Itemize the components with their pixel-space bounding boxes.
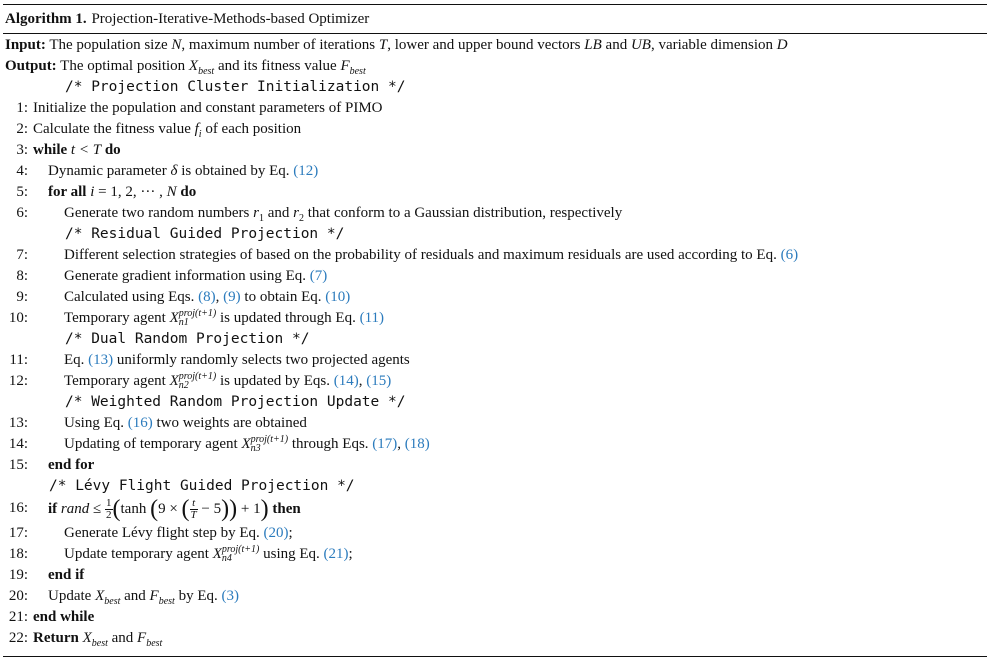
paren-open: ( xyxy=(150,495,159,522)
math-func: tanh xyxy=(120,500,147,517)
comment-dual-random: /* Dual Random Projection */ xyxy=(65,331,310,347)
line-text: Update xyxy=(48,588,96,604)
line-text: Initialize the population and constant parameters of PIMO xyxy=(33,100,383,116)
line-text: is obtained by Eq. xyxy=(177,163,294,179)
equation-ref[interactable]: (18) xyxy=(404,436,430,452)
math-var: X xyxy=(169,373,179,389)
input-var: LB xyxy=(584,37,602,53)
keyword-if: if xyxy=(48,500,58,517)
math-var: F xyxy=(137,630,147,646)
line-text: Eq. xyxy=(64,352,89,368)
line-number: 5: xyxy=(16,184,28,200)
math-var: X xyxy=(169,310,179,326)
equation-ref[interactable]: (6) xyxy=(780,247,799,263)
line-text: ; xyxy=(348,546,353,562)
math-expr: 9 × xyxy=(158,500,182,517)
fraction-half xyxy=(105,498,113,521)
output-keyword: Output: xyxy=(5,58,57,74)
math-sub: best xyxy=(91,638,108,649)
line-text: Generate Lévy flight step by Eq. xyxy=(64,525,264,541)
line-number: 18: xyxy=(8,546,28,562)
input-line xyxy=(5,35,788,55)
comment-residual-guided: /* Residual Guided Projection */ xyxy=(65,226,345,242)
line-text: uniformly randomly selects two projected agents xyxy=(113,352,410,368)
line-number: 20: xyxy=(8,588,28,604)
line-text: that conform to a Gaussian distribution, respectively xyxy=(303,205,623,221)
keyword-while: while xyxy=(33,142,68,158)
line-number: 22: xyxy=(8,630,28,646)
comment-projection-cluster: /* Projection Cluster Initialization */ xyxy=(65,79,406,95)
line-text: is updated through Eq. xyxy=(216,310,360,326)
line-text: , xyxy=(215,289,224,305)
keyword-return: Return xyxy=(33,630,79,646)
math-sub: 2 xyxy=(298,213,304,224)
line-number: 6: xyxy=(16,205,28,221)
paren-close: ) xyxy=(260,495,269,522)
line-text: and xyxy=(263,205,294,221)
line-number: 1: xyxy=(16,100,28,116)
line-number: 15: xyxy=(8,457,28,473)
line-text: , xyxy=(397,436,405,452)
algorithm-label: Algorithm 1. xyxy=(5,11,87,27)
equation-ref[interactable]: (13) xyxy=(88,352,114,368)
math-var: r xyxy=(293,205,299,221)
math-sup: proj(t+1) xyxy=(178,371,217,382)
algorithm-name: Projection-Iterative-Methods-based Optimizer xyxy=(91,11,370,27)
line-number: 13: xyxy=(8,415,28,431)
equation-ref[interactable]: (7) xyxy=(309,268,328,284)
input-text: , lower and upper bound vectors xyxy=(387,37,585,53)
fraction-denominator: 2 xyxy=(106,509,112,521)
comment-levy-flight: /* Lévy Flight Guided Projection */ xyxy=(49,478,355,494)
math-sup: proj(t+1) xyxy=(250,434,289,445)
equation-ref[interactable]: (12) xyxy=(293,163,319,179)
math-sup: proj(t+1) xyxy=(178,308,217,319)
math-var: rand xyxy=(60,500,90,517)
line-number: 2: xyxy=(16,121,28,137)
input-keyword: Input: xyxy=(5,37,46,53)
output-sub: best xyxy=(349,66,366,77)
keyword-end-if: end if xyxy=(48,567,85,583)
line-number: 3: xyxy=(16,142,28,158)
input-var: T xyxy=(378,37,388,53)
line-number: 19: xyxy=(8,567,28,583)
line-text: Temporary agent xyxy=(64,310,170,326)
keyword-for-all: for all xyxy=(48,184,87,200)
fraction-numerator: t xyxy=(190,498,198,510)
output-text: and its fitness value xyxy=(214,58,341,74)
line-text: Calculate the fitness value xyxy=(33,121,195,137)
equation-ref[interactable]: (9) xyxy=(223,289,241,305)
line-text: , xyxy=(358,373,367,389)
equation-ref[interactable]: (21) xyxy=(323,546,349,562)
input-text: and xyxy=(601,37,631,53)
equation-ref[interactable]: (14) xyxy=(333,373,359,389)
math-var: F xyxy=(149,588,159,604)
line-number: 10: xyxy=(8,310,28,326)
input-var: D xyxy=(776,37,788,53)
paren-open: ( xyxy=(112,495,121,522)
line-text: using Eq. xyxy=(259,546,324,562)
line-text: to obtain Eq. xyxy=(240,289,326,305)
line-text: Generate gradient information using Eq. xyxy=(64,268,310,284)
algorithm-title xyxy=(5,8,369,29)
line-text: ; xyxy=(288,525,293,541)
math-op: ≤ xyxy=(89,500,105,517)
paren-close: ) xyxy=(229,495,238,522)
paren-close: ) xyxy=(221,495,230,522)
math-var: i xyxy=(90,184,95,200)
math-sub: n1 xyxy=(178,317,189,328)
line-text: two weights are obtained xyxy=(152,415,307,431)
line-number: 17: xyxy=(8,525,28,541)
input-text: The population size xyxy=(49,37,172,53)
fraction-t-over-T xyxy=(190,498,198,521)
line-text: of each position xyxy=(201,121,302,137)
line-number: 9: xyxy=(16,289,28,305)
line-number: 7: xyxy=(16,247,28,263)
math-var: δ xyxy=(170,163,178,179)
top-rule xyxy=(3,4,987,5)
math-sub: n4 xyxy=(221,553,232,564)
math-sub: best xyxy=(158,596,175,607)
output-var: X xyxy=(188,58,199,74)
line-number: 8: xyxy=(16,268,28,284)
line-text: Update temporary agent xyxy=(64,546,213,562)
math-var: f xyxy=(194,121,199,137)
equation-ref[interactable]: (15) xyxy=(366,373,392,389)
equation-ref[interactable]: (17) xyxy=(372,436,398,452)
input-var: N xyxy=(171,37,182,53)
paren-open: ( xyxy=(181,495,190,522)
line-text: Temporary agent xyxy=(64,373,170,389)
math-expr: = 1, 2, ··· , xyxy=(94,184,167,200)
line-text: Updating of temporary agent xyxy=(64,436,242,452)
math-expr: t < T xyxy=(70,142,102,158)
line-text: Generate two random numbers xyxy=(64,205,254,221)
output-sub: best xyxy=(198,66,215,77)
fraction-numerator: 1 xyxy=(106,497,112,509)
line-number: 11: xyxy=(9,352,28,368)
math-sub: 1 xyxy=(258,213,264,224)
keyword-end-while: end while xyxy=(33,609,95,625)
fraction-denominator: T xyxy=(190,509,197,521)
bottom-rule xyxy=(3,656,987,657)
output-text: The optimal position xyxy=(60,58,189,74)
keyword-do: do xyxy=(104,142,121,158)
keyword-do: do xyxy=(180,184,197,200)
line-number: 12: xyxy=(8,373,28,389)
equation-ref[interactable]: (16) xyxy=(127,415,153,431)
line-text: Using Eq. xyxy=(64,415,128,431)
line-text: Calculated using Eqs. xyxy=(64,289,199,305)
output-var: F xyxy=(340,58,350,74)
line-text: Different selection strategies of based on the probability of residuals and maximum residuals are used according to Eq. xyxy=(64,247,781,263)
input-text: , variable dimension xyxy=(650,37,777,53)
output-line xyxy=(5,56,366,76)
line-text: through Eqs. xyxy=(288,436,373,452)
line-text: and xyxy=(120,588,150,604)
math-sup: proj(t+1) xyxy=(221,544,260,555)
line-text: by Eq. xyxy=(174,588,222,604)
math-sub: best xyxy=(146,638,163,649)
line-text: is updated by Eqs. xyxy=(216,373,334,389)
input-text: , maximum number of iterations xyxy=(181,37,379,53)
math-var: X xyxy=(95,588,105,604)
equation-ref[interactable]: (11) xyxy=(359,310,385,326)
equation-ref[interactable]: (10) xyxy=(325,289,351,305)
line-number: 16: xyxy=(8,500,28,516)
line-text: Dynamic parameter xyxy=(48,163,171,179)
math-var: X xyxy=(241,436,251,452)
math-var: X xyxy=(82,630,92,646)
line-number: 4: xyxy=(16,163,28,179)
line-number: 21: xyxy=(8,609,28,625)
equation-ref[interactable]: (8) xyxy=(198,289,216,305)
math-var: r xyxy=(253,205,259,221)
math-var: X xyxy=(212,546,222,562)
line-number: 14: xyxy=(8,436,28,452)
title-rule xyxy=(3,33,987,34)
math-sub: n3 xyxy=(250,443,261,454)
math-expr: + 1 xyxy=(237,500,261,517)
keyword-then: then xyxy=(272,500,301,517)
keyword-end-for: end for xyxy=(48,457,95,473)
equation-ref[interactable]: (20) xyxy=(263,525,289,541)
math-sub: n2 xyxy=(178,380,189,391)
math-sub: best xyxy=(104,596,121,607)
input-var: UB xyxy=(630,37,651,53)
comment-weighted-random: /* Weighted Random Projection Update */ xyxy=(65,394,406,410)
equation-ref[interactable]: (3) xyxy=(221,588,239,604)
line-text: and xyxy=(107,630,138,646)
math-sub: i xyxy=(198,129,202,140)
math-var: N xyxy=(166,184,177,200)
math-expr: − 5 xyxy=(197,500,222,517)
